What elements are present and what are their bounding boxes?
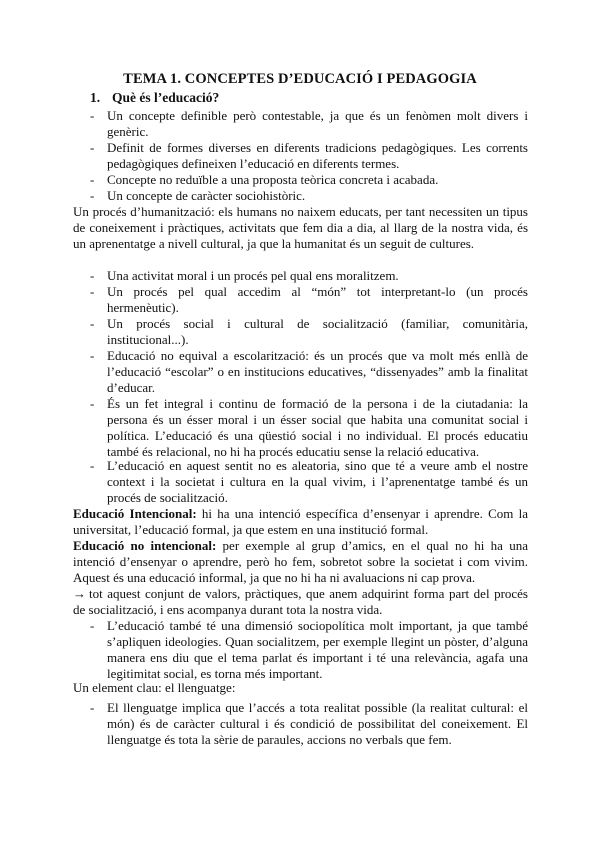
paragraph-arrow: → tot aquest conjunt de valors, pràctiques, que anem adquirint forma part del procés de socialització, i ens acompanya durant tota la nostra vida. [73, 586, 528, 617]
paragraph-no-intencional: Educació no intencional: per exemple al grup d’amics, en el qual no hi ha una intenció d’ensenyar o aprendre, però ho fem, sobretot sobre la societat i com vivim. Aquest és una educació informal, ja que no hi ha ni avaluacions ni cap prova. [73, 538, 528, 585]
list-item: - Un procés social i cultural de socialització (familiar, comunitària, institucional...). [90, 316, 528, 347]
list-item: - Un concepte definible però contestable, ja que és un fenòmen molt divers i genèric. [90, 108, 528, 139]
bullet-dash: - [90, 618, 95, 633]
paragraph-intencional: Educació Intencional: hi ha una intenció específica d’ensenyar i aprendre. Com la universitat, l’educació formal, ja que estem en una institució formal. [73, 506, 528, 537]
paragraph-element-clau: Un element clau: el llenguatge: [73, 680, 236, 695]
arrow-right-icon: → [73, 586, 86, 601]
list-item: - Definit de formes diverses en diferents tradicions pedagògiques. Les corrents pedagògiques defineixen l’educació en diferents termes. [90, 140, 528, 171]
bullet-dash: - [90, 172, 95, 187]
bullet-dash: - [90, 458, 95, 473]
section-title: Què és l’educació? [112, 90, 220, 105]
bullet-dash: - [90, 108, 95, 123]
page-title: TEMA 1. CONCEPTES D’EDUCACIÓ I PEDAGOGIA [123, 71, 477, 87]
list-item: - El llenguatge implica que l’accés a tota realitat possible (la realitat cultural: el món) és de caràcter cultural i és condició de possibilitat del coneixement. El llenguatge és tota la sèrie de paraules, accions no verbals que fem. [90, 700, 528, 747]
list-item: - Un concepte de caràcter sociohistòric. [90, 188, 306, 203]
term-no-intencional: Educació no intencional: [73, 538, 217, 553]
list-item: - Concepte no reduïble a una proposta teòrica concreta i acabada. [90, 172, 439, 187]
section-number: 1. [90, 90, 101, 105]
list-item: - L’educació també té una dimensió sociopolítica molt important, ja que també s’apliquen ideologies. Quan socialitzem, per exemple llegint un pòster, d’alguna manera ens diu que el tema parlat és important i té una relevància, agafa una legitimitat social, es torna més important. [90, 618, 528, 681]
bullet-dash: - [90, 268, 95, 283]
bullet-dash: - [90, 188, 95, 203]
list-item: - L’educació en aquest sentit no es aleatoria, sino que té a veure amb el nostre context i la societat i cultura en la qual vivim, i l’aprenentatge també és un procés de socialització. [90, 458, 528, 505]
term-intencional: Educació Intencional: [73, 506, 197, 521]
bullet-dash: - [90, 396, 95, 411]
list-item: - Educació no equival a escolarització: és un procés que va molt més enllà de l’educació “escolar” o en institucions educatives, “dissenyades” amb la finalitat d’educar. [90, 348, 528, 395]
paragraph-humanitzacio: Un procés d’humanització: els humans no naixem educats, per tant necessiten un tipus de coneixement i pràctiques, activitats que fem dia a dia, al llarg de la nostra vida, és un aprenentatge a nivell cultural, ja que la humanitat és un seguit de cultures. [73, 204, 528, 251]
bullet-dash: - [90, 700, 95, 715]
list-item: - És un fet integral i continu de formació de la persona i de la ciutadania: la persona és un ésser moral i un ésser social que habita una comunitat social i política. L’educació és una qüestió social i no individual. El procés educatiu també és relacional, no hi ha procés educatiu sense la relació educativa. [90, 396, 528, 459]
bullet-dash: - [90, 348, 95, 363]
bullet-dash: - [90, 316, 95, 331]
list-item: - Un procés pel qual accedim al “món” tot interpretant-lo (un procés hermenèutic). [90, 284, 528, 315]
section-heading [90, 90, 219, 106]
bullet-dash: - [90, 140, 95, 155]
list-item: - Una activitat moral i un procés pel qual ens moralitzem. [90, 268, 399, 283]
bullet-dash: - [90, 284, 95, 299]
